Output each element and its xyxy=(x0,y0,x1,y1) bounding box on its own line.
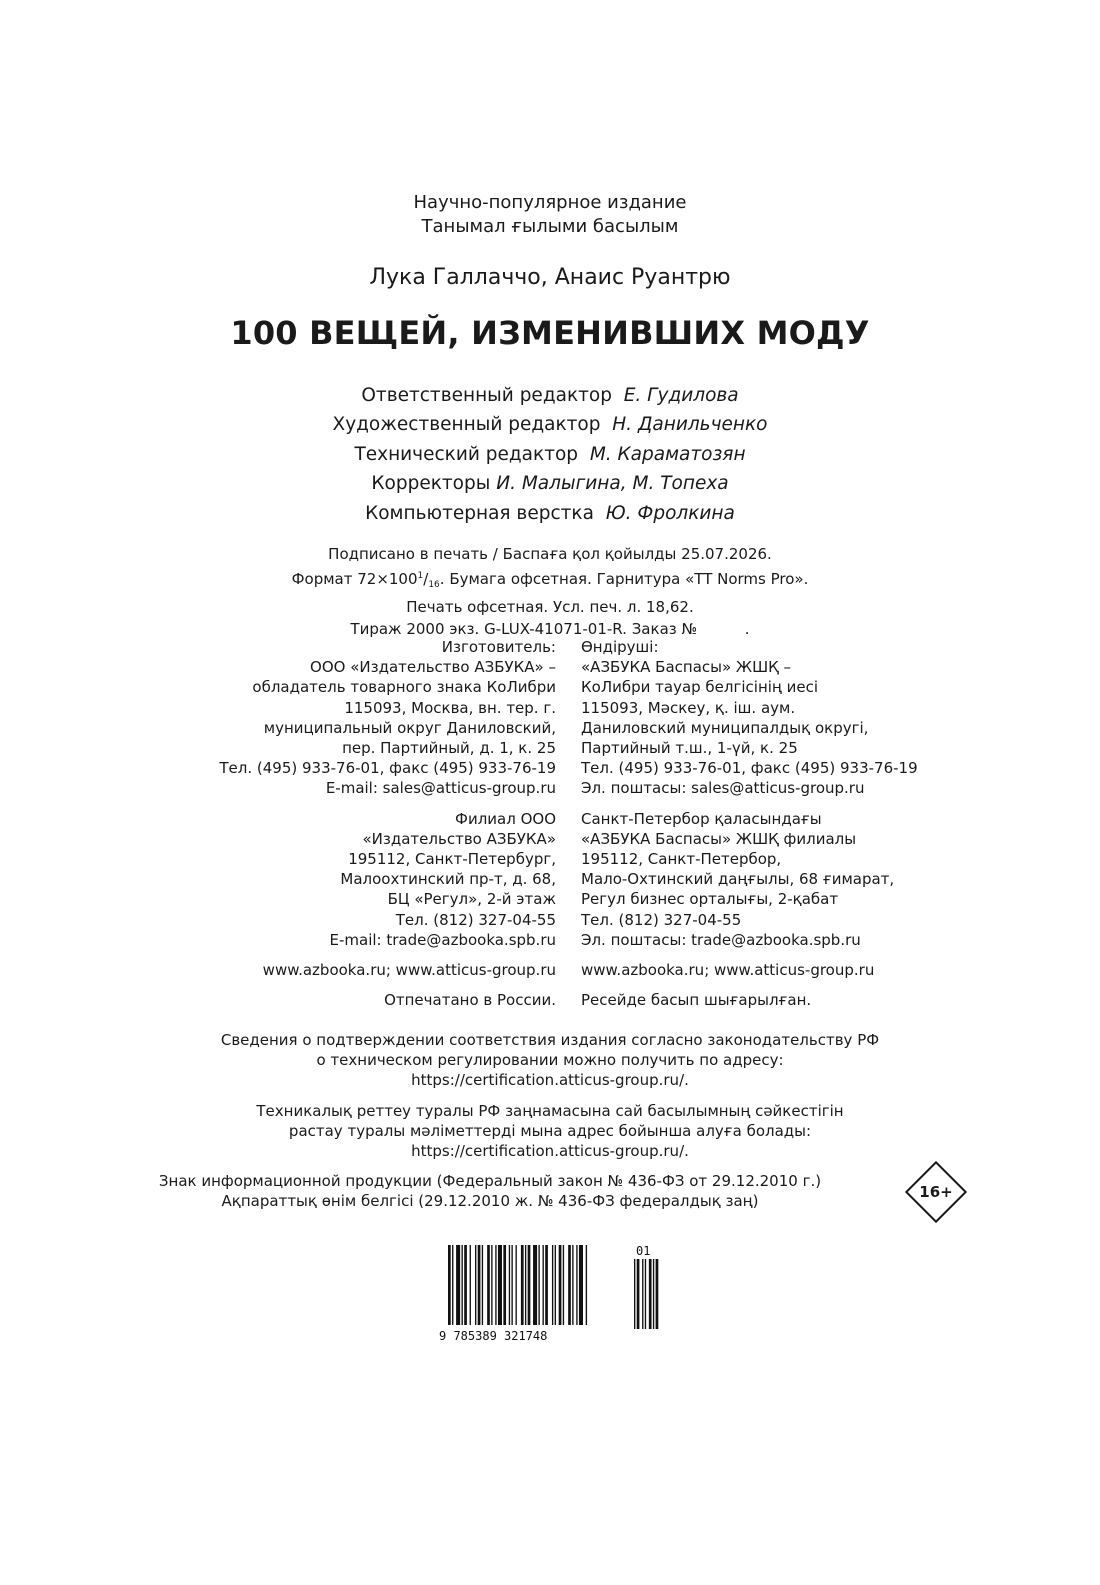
credit-line xyxy=(0,440,1100,469)
print-line-2: Формат $72\times 100^1/_{16}$. Бумага офсетная. Гарнитура «TT Norms Pro». xyxy=(291,570,809,590)
isbn-barcode xyxy=(438,1243,678,1343)
credit-name: И. Малыгина, М. Топеха xyxy=(496,473,729,495)
credit-role: Компьютерная верстка xyxy=(365,502,594,524)
genre-kz: Танымал ғылыми басылым xyxy=(421,216,679,237)
manufacturer-ru: Изготовитель: ООО «Издательство АЗБУКА» – обладатель товарного знака КоЛибри 115093, Москва, вн. тер. г. муниципальный округ Даниловский, пер. Партийный, д. 1, к. 25 Тел. (495) 933-76-01, факс (495) 933-76-19 E-mail: sales@atticus-group.ru xyxy=(219,638,556,798)
credit-name: М. Караматозян xyxy=(589,443,746,465)
barcode-digits: 9 785389 321748 xyxy=(439,1329,548,1343)
credit-name: Н. Данильченко xyxy=(612,414,768,436)
credit-role: Художественный редактор xyxy=(332,414,601,436)
genre-ru: Научно-популярное издание xyxy=(413,192,687,213)
print-line-4: Тираж 2000 экз. G-LUX-41071-01-R. Заказ № . xyxy=(350,620,750,638)
imprint-kz xyxy=(581,637,1081,1010)
branch-kz: Санкт-Петербор қаласындағы «АЗБУКА Баспасы» ЖШҚ филиалы 195112, Санкт-Петербор, Мало-Охтинский даңғылы, 68 ғимарат, Регул бизнес орталығы, 2-қабат Тел. (812) 327-04-55 Эл. поштасы: trade@azbooka.spb.ru xyxy=(581,809,895,949)
credit-line xyxy=(0,499,1100,528)
info-product-sign: Знак информационной продукции (Федеральный закон № 436-ФЗ от 29.12.2010 г.) Ақпараттық өнім белгісі (29.12.2010 ж. № 436-ФЗ федералдық заң) xyxy=(158,1172,822,1211)
credit-line xyxy=(0,469,1100,498)
genre-block xyxy=(0,191,1100,239)
credits-block xyxy=(0,381,1100,528)
credit-role: Корректоры xyxy=(371,473,491,495)
authors: Лука Галлаччо, Анаис Руантрю xyxy=(369,265,731,290)
certification-ru: Сведения о подтверждении соответствия издания согласно законодательству РФ о техническом регулировании можно получить по адресу: https://certification.atticus-group.ru/. xyxy=(220,1031,880,1090)
credit-role: Технический редактор xyxy=(354,443,579,465)
age-rating-label: 16+ xyxy=(919,1183,953,1201)
print-line-1: Подписано в печать / Баспаға қол қойылды 25.07.2026. xyxy=(328,545,772,563)
barcode-bars xyxy=(448,1245,587,1325)
printed-ru: Отпечатано в России. xyxy=(384,991,556,1010)
certification-kz: Техникалық реттеу туралы РФ заңнамасына сай басылымның сәйкестігін растау туралы мәліметтерді мына адрес бойынша алуға болады: https://certification.atticus-group.ru/. xyxy=(256,1102,844,1161)
imprint-ru xyxy=(0,637,556,1010)
barcode-addon-bars xyxy=(634,1259,658,1329)
credit-line xyxy=(0,410,1100,439)
barcode-addon-digits: 01 xyxy=(636,1244,651,1258)
credit-role: Ответственный редактор xyxy=(361,385,612,406)
manufacturer-kz: Өндіруші: «АЗБУКА Баспасы» ЖШҚ – КоЛибри тауар белгісінің иесі 115093, Мәскеу, қ. іш. аум. Даниловский муниципалдық округі, Партийный т.ш., 1-үй, к. 25 Тел. (495) 933-76-01, факс (495) 933-76-19 Эл. поштасы: sales@atticus-group.ru xyxy=(581,638,918,798)
book-title: 100 ВЕЩЕЙ, ИЗМЕНИВШИХ МОДУ xyxy=(230,314,870,352)
website-kz: www.azbooka.ru; www.atticus-group.ru xyxy=(581,961,875,980)
branch-ru: Филиал ООО «Издательство АЗБУКА» 195112, Санкт-Петербург, Малоохтинский пр-т, д. 68, БЦ «Регул», 2-й этаж Тел. (812) 327-04-55 E-mail: trade@azbooka.spb.ru xyxy=(329,809,556,949)
credit-line xyxy=(0,381,1100,410)
print-line-3: Печать офсетная. Усл. печ. л. 18,62. xyxy=(406,598,694,616)
website-ru: www.azbooka.ru; www.atticus-group.ru xyxy=(262,961,556,980)
credit-name: Е. Гудилова xyxy=(623,385,739,406)
printed-kz: Ресейде басып шығарылған. xyxy=(581,991,812,1010)
credit-name: Ю. Фролкина xyxy=(605,502,735,524)
print-info xyxy=(0,543,1100,640)
